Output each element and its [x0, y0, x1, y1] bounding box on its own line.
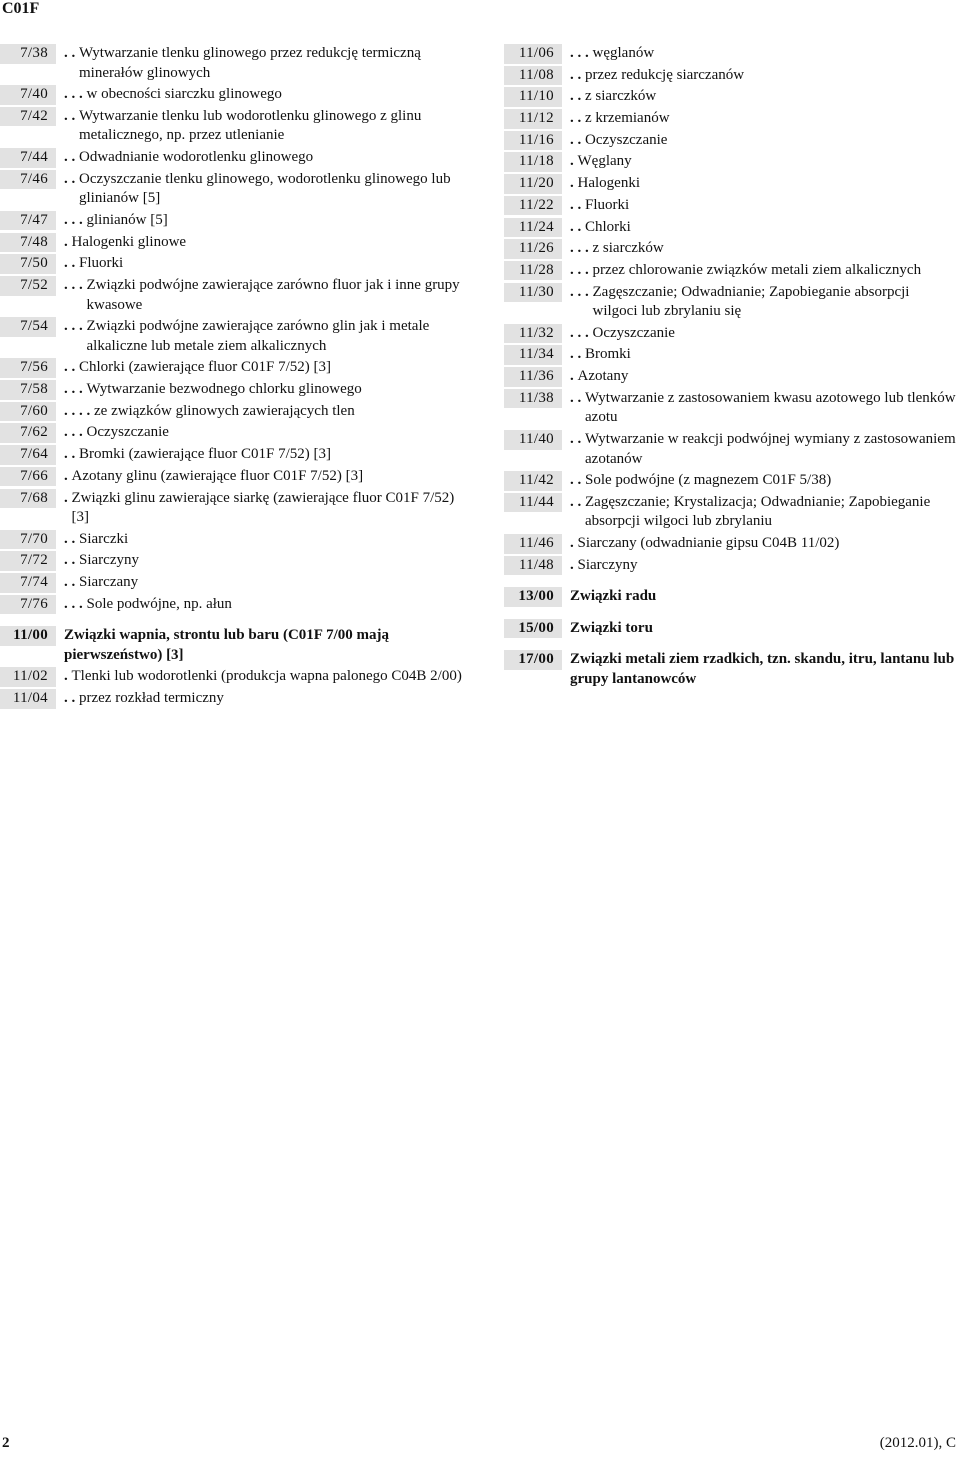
classification-entry — [0, 85, 470, 105]
hierarchy-dots: . — [570, 175, 578, 192]
entry-text: Związki toru — [570, 619, 653, 636]
hierarchy-dots: . . — [570, 88, 585, 105]
classification-entry — [504, 109, 956, 129]
entry-text: Związki wapnia, strontu lub baru (C01F 7/00 mają pierwszeństwo) [3] — [64, 627, 390, 663]
entry-description — [562, 283, 956, 322]
entry-code: 7/50 — [0, 254, 56, 274]
entry-code: 7/38 — [0, 44, 56, 64]
entry-description — [562, 587, 956, 607]
entry-text: Zagęszczanie; Odwadnianie; Zapobieganie absorpcji wilgoci lub zbrylaniu się — [592, 283, 910, 320]
entry-code: 11/34 — [504, 345, 562, 365]
classification-entry — [0, 148, 470, 168]
entry-code: 11/00 — [0, 626, 56, 646]
hierarchy-dots: . — [64, 233, 72, 250]
entry-text: przez redukcję siarczanów — [585, 66, 745, 83]
classification-entry — [0, 573, 470, 593]
hierarchy-dots: . . — [64, 530, 79, 547]
entry-code: 11/26 — [504, 239, 562, 259]
entry-description — [56, 358, 470, 378]
classification-entry — [0, 211, 470, 231]
entry-description — [56, 402, 470, 422]
entry-text: Siarczany — [79, 574, 139, 591]
classification-entry — [504, 44, 956, 64]
entry-description — [56, 170, 470, 209]
entry-code: 11/40 — [504, 430, 562, 450]
classification-entry — [0, 402, 470, 422]
hierarchy-dots: . — [570, 535, 578, 552]
hierarchy-dots: . . — [570, 218, 585, 235]
entry-description — [562, 66, 956, 86]
entry-description — [56, 489, 470, 528]
classification-entry — [0, 380, 470, 400]
entry-description — [56, 107, 470, 146]
classification-entry — [0, 358, 470, 378]
entry-description — [56, 380, 470, 400]
entry-description — [56, 317, 470, 356]
entry-code: 7/76 — [0, 595, 56, 615]
entry-code: 11/36 — [504, 367, 562, 387]
entry-code: 11/42 — [504, 471, 562, 491]
entry-code: 7/54 — [0, 317, 56, 337]
entry-description — [562, 87, 956, 107]
entry-text: w obecności siarczku glinowego — [86, 86, 282, 103]
entry-description — [562, 389, 956, 428]
classification-entry — [0, 626, 470, 665]
entry-code: 11/12 — [504, 109, 562, 129]
hierarchy-dots: . . — [570, 66, 585, 83]
hierarchy-dots: . — [570, 153, 578, 170]
entry-text: Oczyszczanie — [585, 131, 668, 148]
classification-entry — [504, 619, 956, 639]
hierarchy-dots: . . . — [570, 240, 593, 257]
entry-text: Związki podwójne zawierające zarówno glin jak i metale alkaliczne lub metale ziem alkalicznych — [86, 318, 430, 354]
hierarchy-dots: . . . — [64, 277, 87, 293]
entry-text: Chlorki (zawierające fluor C01F 7/52) [3] — [79, 359, 332, 376]
entry-code: 7/70 — [0, 530, 56, 550]
entry-description — [56, 573, 470, 593]
entry-code: 13/00 — [504, 587, 562, 607]
entry-description — [56, 595, 470, 615]
hierarchy-dots: . . — [64, 255, 79, 272]
entry-description — [56, 626, 470, 665]
entry-description — [562, 345, 956, 365]
entry-code: 11/44 — [504, 493, 562, 513]
entry-text: Związki metali ziem rzadkich, tzn. skandu, itru, lantanu lub grupy lantanowców — [570, 651, 955, 687]
entry-description — [562, 471, 956, 491]
entry-text: Oczyszczanie — [592, 324, 675, 341]
entry-code: 11/22 — [504, 196, 562, 216]
entry-text: Azotany — [577, 368, 629, 385]
entry-text: ze związków glinowych zawierających tlen — [94, 402, 355, 419]
classification-entry — [0, 551, 470, 571]
entry-code: 11/24 — [504, 218, 562, 238]
hierarchy-dots: . — [64, 467, 72, 484]
entry-code: 11/06 — [504, 44, 562, 64]
classification-entry — [504, 174, 956, 194]
entry-code: 11/32 — [504, 324, 562, 344]
classification-entry — [0, 667, 470, 687]
entry-text: Odwadnianie wodorotlenku glinowego — [79, 149, 314, 166]
classification-entry — [0, 445, 470, 465]
hierarchy-dots: . — [570, 368, 578, 385]
entry-text: Związki radu — [570, 588, 657, 605]
entry-code: 11/46 — [504, 534, 562, 554]
entry-description — [56, 423, 470, 443]
classification-entry — [504, 650, 956, 689]
entry-code: 7/68 — [0, 489, 56, 509]
entry-text: Wytwarzanie bezwodnego chlorku glinowego — [86, 381, 362, 398]
entry-description — [562, 261, 956, 281]
entry-text: Oczyszczanie — [86, 424, 169, 441]
entry-text: Wytwarzanie tlenku lub wodorotlenku glinowego z glinu metalicznego, np. przez utlenianie — [79, 107, 422, 144]
entry-text: Chlorki — [585, 218, 631, 235]
hierarchy-dots: . . — [570, 389, 585, 406]
entry-text: z krzemianów — [585, 110, 670, 127]
entry-text: z siarczków — [592, 240, 664, 257]
hierarchy-dots: . . — [570, 196, 585, 213]
classification-entry — [504, 345, 956, 365]
entry-description — [56, 445, 470, 465]
classification-entry — [504, 534, 956, 554]
entry-code: 7/44 — [0, 148, 56, 168]
classification-entry — [504, 261, 956, 281]
entry-text: Fluorki — [79, 255, 124, 272]
classification-entry — [504, 367, 956, 387]
entry-description — [562, 152, 956, 172]
entry-description — [562, 239, 956, 259]
entry-description — [562, 44, 956, 64]
entry-code: 7/66 — [0, 467, 56, 487]
hierarchy-dots: . . — [64, 446, 79, 463]
classification-entry — [504, 471, 956, 491]
hierarchy-dots: . . — [64, 45, 79, 61]
hierarchy-dots: . . . — [64, 86, 87, 103]
entry-text: Siarczyny — [577, 556, 638, 573]
entry-text: Wytwarzanie tlenku glinowego przez redukcję termiczną minerałów glinowych — [79, 45, 421, 81]
hierarchy-dots: . . . — [570, 261, 593, 278]
entry-text: Siarczyny — [79, 552, 139, 569]
entry-description — [562, 131, 956, 151]
entry-description — [56, 44, 470, 83]
hierarchy-dots: . . . — [64, 595, 87, 612]
entry-code: 11/10 — [504, 87, 562, 107]
entry-description — [56, 276, 470, 315]
hierarchy-dots: . . . — [570, 283, 593, 300]
entry-code: 7/58 — [0, 380, 56, 400]
classification-entry — [504, 587, 956, 607]
entry-description — [56, 211, 470, 231]
classification-entry — [0, 170, 470, 209]
classification-entry — [504, 87, 956, 107]
entry-code: 11/16 — [504, 131, 562, 151]
hierarchy-dots: . . . . — [64, 402, 94, 419]
classification-entry — [0, 317, 470, 356]
hierarchy-dots: . . . — [64, 381, 87, 398]
entry-code: 11/30 — [504, 283, 562, 303]
entry-description — [56, 233, 470, 253]
classification-entry — [504, 131, 956, 151]
entry-description — [56, 530, 470, 550]
entry-description — [56, 148, 470, 168]
entry-description — [562, 556, 956, 576]
entry-code: 7/42 — [0, 107, 56, 127]
entry-text: Zagęszczanie; Krystalizacja; Odwadnianie; Zapobieganie absorpcji wilgoci lub zbrylaniu — [585, 493, 931, 530]
entry-text: węglanów — [592, 45, 655, 61]
entry-code: 7/60 — [0, 402, 56, 422]
entry-description — [562, 367, 956, 387]
entry-text: Halogenki — [577, 175, 640, 192]
section-code-header: C01F — [2, 0, 40, 17]
entry-description — [56, 467, 470, 487]
classification-entry — [504, 430, 956, 469]
entry-code: 11/04 — [0, 689, 56, 709]
edition-label: (2012.01), C — [879, 1435, 956, 1451]
entry-code: 7/52 — [0, 276, 56, 296]
entry-text: Wytwarzanie z zastosowaniem kwasu azotowego lub tlenków azotu — [585, 389, 956, 426]
right-column — [504, 44, 956, 689]
classification-entry — [504, 324, 956, 344]
entry-description — [562, 109, 956, 129]
entry-code: 7/72 — [0, 551, 56, 571]
entry-text: Bromki — [585, 346, 631, 363]
classification-entry — [0, 530, 470, 550]
hierarchy-dots: . . . — [64, 424, 87, 441]
entry-code: 11/02 — [0, 667, 56, 687]
hierarchy-dots: . . . — [570, 324, 593, 341]
hierarchy-dots: . . — [64, 149, 79, 166]
entry-code: 7/40 — [0, 85, 56, 105]
entry-code: 7/62 — [0, 423, 56, 443]
entry-description — [56, 667, 470, 687]
classification-entry — [0, 276, 470, 315]
entry-code: 7/56 — [0, 358, 56, 378]
classification-entry — [0, 689, 470, 709]
entry-code: 7/74 — [0, 573, 56, 593]
entry-text: Sole podwójne, np. ałun — [86, 595, 232, 612]
entry-text: Azotany glinu (zawierające fluor C01F 7/52) [3] — [71, 467, 364, 484]
entry-code: 11/48 — [504, 556, 562, 576]
classification-entry — [504, 152, 956, 172]
classification-entry — [504, 239, 956, 259]
hierarchy-dots: . . — [64, 552, 79, 569]
entry-code: 7/48 — [0, 233, 56, 253]
entry-text: Wytwarzanie w reakcji podwójnej wymiany z zastosowaniem azotanów — [585, 431, 956, 467]
classification-entry — [0, 489, 470, 528]
entry-code: 11/20 — [504, 174, 562, 194]
entry-text: Oczyszczanie tlenku glinowego, wodorotlenku glinowego lub glinianów [5] — [79, 170, 451, 207]
hierarchy-dots: . . — [64, 690, 79, 707]
entry-text: z siarczków — [585, 88, 657, 105]
classification-entry — [0, 595, 470, 615]
entry-description — [562, 430, 956, 469]
entry-code: 11/08 — [504, 66, 562, 86]
entry-code: 17/00 — [504, 650, 562, 670]
classification-entry — [504, 389, 956, 428]
hierarchy-dots: . . — [570, 472, 585, 489]
classification-entry — [504, 556, 956, 576]
entry-description — [562, 493, 956, 532]
hierarchy-dots: . . — [64, 170, 79, 187]
page-number: 2 — [2, 1435, 10, 1451]
entry-code: 11/38 — [504, 389, 562, 409]
hierarchy-dots: . . . — [64, 211, 87, 228]
entry-text: Fluorki — [585, 196, 630, 213]
entry-text: Halogenki glinowe — [71, 233, 187, 250]
classification-entry — [0, 107, 470, 146]
entry-description — [562, 650, 956, 689]
entry-description — [56, 689, 470, 709]
classification-entry — [504, 196, 956, 216]
entry-description — [562, 218, 956, 238]
classification-entry — [0, 44, 470, 83]
hierarchy-dots: . . — [570, 110, 585, 127]
hierarchy-dots: . — [64, 668, 72, 685]
hierarchy-dots: . — [570, 556, 578, 573]
entry-text: Związki glinu zawierające siarkę (zawierające fluor C01F 7/52) [3] — [71, 489, 455, 525]
entry-code: 15/00 — [504, 619, 562, 639]
entry-text: Bromki (zawierające fluor C01F 7/52) [3] — [79, 446, 332, 463]
entry-code: 7/47 — [0, 211, 56, 231]
entry-code: 7/46 — [0, 170, 56, 190]
classification-entry — [0, 467, 470, 487]
classification-entry — [504, 66, 956, 86]
entry-text: Związki podwójne zawierające zarówno fluor jak i inne grupy kwasowe — [86, 277, 460, 313]
classification-entry — [0, 233, 470, 253]
entry-description — [562, 196, 956, 216]
classification-entry — [0, 423, 470, 443]
hierarchy-dots: . . — [570, 346, 585, 363]
classification-entry — [0, 254, 470, 274]
hierarchy-dots: . . — [64, 107, 79, 124]
entry-description — [56, 551, 470, 571]
entry-code: 7/64 — [0, 445, 56, 465]
entry-text: Węglany — [577, 153, 632, 170]
entry-description — [562, 324, 956, 344]
hierarchy-dots: . . — [570, 431, 585, 447]
entry-code: 11/18 — [504, 152, 562, 172]
entry-text: przez chlorowanie związków metali ziem alkalicznych — [592, 261, 922, 278]
hierarchy-dots: . . — [570, 493, 585, 510]
hierarchy-dots: . . — [570, 131, 585, 148]
entry-description — [56, 85, 470, 105]
left-column — [0, 44, 470, 709]
hierarchy-dots: . . . — [64, 318, 87, 335]
entry-description — [56, 254, 470, 274]
classification-entry — [504, 493, 956, 532]
classification-entry — [504, 283, 956, 322]
hierarchy-dots: . . — [64, 359, 79, 376]
entry-text: Siarczki — [79, 530, 129, 547]
entry-text: glinianów [5] — [86, 211, 168, 228]
hierarchy-dots: . . . — [570, 45, 593, 61]
entry-description — [562, 174, 956, 194]
entry-description — [562, 534, 956, 554]
hierarchy-dots: . — [64, 489, 72, 506]
entry-description — [562, 619, 956, 639]
entry-text: Tlenki lub wodorotlenki (produkcja wapna palonego C04B 2/00) — [71, 668, 462, 685]
classification-entry — [504, 218, 956, 238]
entry-text: Siarczany (odwadnianie gipsu C04B 11/02) — [577, 535, 840, 552]
entry-code: 11/28 — [504, 261, 562, 281]
entry-text: Sole podwójne (z magnezem C01F 5/38) — [585, 472, 832, 489]
entry-text: przez rozkład termiczny — [79, 690, 224, 707]
hierarchy-dots: . . — [64, 574, 79, 591]
